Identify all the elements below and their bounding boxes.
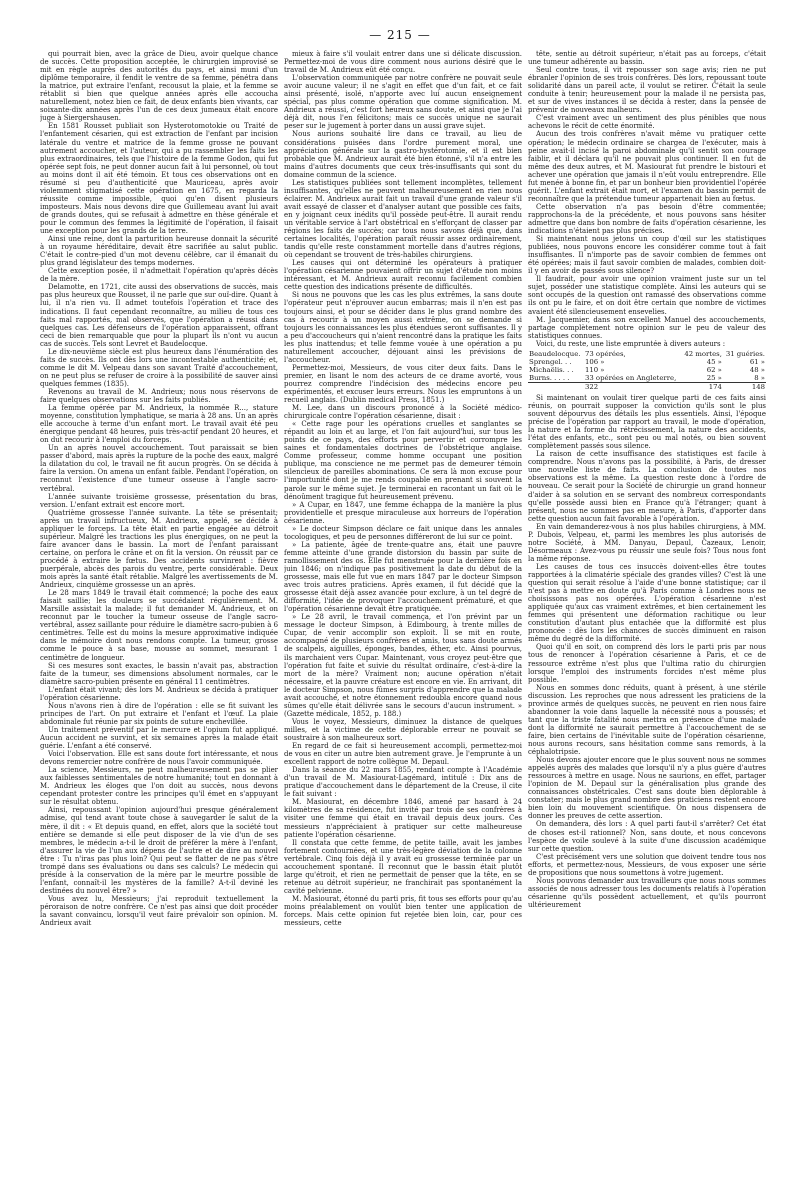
paragraph: » La patiente, âgée de trente-quatre ans, était une pauvre femme atteinte d'une grande distorsion du bassin par suite de ramollissement des os. Elle fut menstruée pour la dernière fois en juin 1846; on n'indique pas positivement la date du début de la grossesse, mais elle fut vue en mars 1847 par le docteur Simpson avec trois autres praticiens. Après examen, il fut décidé que la grossesse était déjà assez avancée pour exclure, à un tel degré de difformité, l'idée de provoquer l'accouchement prématuré, et que l'opération césarienne devait être pratiquée.	[284, 540, 522, 614]
paragraph: Si maintenant nous jetons un coup d'œil sur les statistiques publiées, nous pouvons encore les considérer comme tout à fait insuffisantes. Il n'importe pas de savoir combien de femmes ont été opérées; mais il faut savoir combien de malades, combien doit-il y en avoir de passés sous silence?	[528, 235, 766, 276]
paragraph: En regard de ce fait si heureusement accompli, permettez-moi de vous en citer un autre bien autrement grave. Je l'emprunte à un excellent rapport de notre collègue M. Depaul.	[284, 742, 522, 767]
table-cell: 73 opérées,	[584, 349, 626, 358]
table-cell: 110 »	[584, 365, 605, 374]
table-row	[528, 366, 766, 374]
paragraph: Nous devons ajouter encore que le plus souvent nous ne sommes appelés auprès des malades que lorsqu'il n'y a plus guère d'autres ressources à mettre en usage. Nous ne saurions, en effet, partager l'opinion de M. Depaul sur la généralisation plus grande des connaissances obstétricales. C'est sans doute bien déplorable à constater; mais le plus grand nombre des praticiens restent encore bien loin du mouvement scientifique. On nous dispensera de donner les preuves de cette assertion.	[528, 756, 766, 821]
paragraph: » Le 28 avril, le travail commença, et l'on prévint par un message le docteur Simpson, à Edimbourg, à trente milles de Cupar, de venir accomplir son exploit. Il se mit en route, accompagné de plusieurs confrères et amis, tous sans doute armés de scalpels, aiguilles, éponges, bandes, éther, etc. Ainsi pourvus, ils marchaient vers Cupar. Maintenant, vous croyez peut-être que l'opération fut faite et suivie du résultat ordinaire, c'est-à-dire la mort de la mère? Vraiment non; aucune opération n'était nécessaire, et la pauvre créature est encore en vie. En arrivant, dit le docteur Simpson, nous fûmes surpris d'apprendre que la malade avait accouché, et notre étonnement redoubla encore quand nous sûmes qu'elle était délivrée sans le secours d'aucun instrument. » (Gazette médicale, 1852, p. 188.)	[284, 613, 522, 718]
table-cell: Beaudelocque.	[529, 349, 581, 358]
table-total-row	[528, 382, 766, 391]
paragraph: M. Lee, dans un discours prononcé à la Société médico-chirurgicale contre l'opération césarienne, disait :	[284, 404, 522, 421]
table-cell: 48 »	[749, 365, 765, 374]
paragraph: Nous pouvons demander aux travailleurs que nous nous sommes associés de nous adresser tous les documents relatifs à l'opération césarienne qu'ils possèdent actuellement, et qu'ils pourront ultérieurement	[528, 876, 766, 909]
paragraph: Cette observation n'a pas besoin d'être commentée; rapprochons-la de la précédente, et nous pouvons sans hésiter admettre que dans bon nombre de faits d'opération césarienne, les indications n'étaient pas plus précises.	[528, 202, 766, 236]
paragraph: Voici l'observation. Elle est sans doute fort intéressante, et nous devons remercier notre confrère de nous l'avoir communiquée.	[40, 750, 278, 767]
paragraph: Quatrième grossesse l'année suivante. La tête se présentait; après un travail infructueux, M. Andrieux, appelé, se décide à appliquer le forceps. La tête était en partie engagée au détroit supérieur. Malgré les tractions les plus énergiques, on ne peut la faire avancer dans le bassin. La mort de l'enfant paraissant certaine, on perfora le crâne et on fit la version. On réussit par ce procédé à extraire le fœtus. Des accidents survinrent : fièvre puerpérale, abcès des parois du ventre, perte considérable. Deux mois après la santé était rétablie. Malgré les avertissements de M. Andrieux, cinquième grossesse un an après.	[40, 508, 278, 590]
table-cell: 62 »	[706, 365, 722, 374]
paragraph: Revenons au travail de M. Andrieux; nous nous réservons de faire quelques observations sur les faits publiés.	[40, 387, 278, 405]
paragraph: Un an après nouvel accouchement. Tout paraissait se bien passer d'abord, mais après la rupture de la poche des eaux, malgré la dilatation du col, le travail ne fit aucun progrès. On se décida à faire la version. On amena un enfant faible. Pendant l'opération, on reconnut l'existence d'une tumeur osseuse à l'angle sacro-vertébral.	[40, 444, 278, 493]
paragraph: mieux à faire s'il voulait entrer dans une si délicate discussion. Permettez-moi de vous dire comment nous aurions désiré que le travail de M. Andrieux eût été conçu.	[284, 50, 522, 75]
paragraph: Les causes de tous ces insuccès doivent-elles être toutes rapportées à la climatérie spéciale des grandes villes? C'est là une question qui serait résolue à l'aide d'une bonne statistique; car il n'est pas à mettre en doute qu'à Paris comme à Londres nous ne choisissons pas nos opérées. L'opération césarienne n'est appliquée qu'aux cas vraiment extrêmes, et bien certainement les femmes qui présentent une déformation rachitique ou leur constitution d'autant plus entachée que la difformité est plus prononcée : dès lors les chances de succès diminuent en raison même du degré de la difformité.	[528, 562, 766, 644]
paragraph: Nous en sommes donc réduits, quant à présent, à une stérile discussion. Les reproches que nous adressent les praticiens de la province armés de quelques succès, ne peuvent en rien nous faire abandonner la voie dans laquelle la nécessité nous a poussés; et tant que la triste fatalité nous mettra en présence d'une malade dont la difformité ne saurait permettre à l'accouchement de se faire, bien certains de l'inévitable suite de l'opération césarienne, nous aurons recours, sans hésitation comme sans remords, à la céphalotripsie.	[528, 683, 766, 757]
paragraph: Les statistiques publiées sont tellement incomplètes, tellement insuffisantes, qu'elles ne peuvent malheureusement en rien nous éclairer. M. Andrieux aurait fait un travail d'une grande valeur s'il avait essayé de classer et d'analyser autant que possible ces faits, en y joignant ceux inédits qu'il possède peut-être. Il aurait rendu un véritable service à l'art obstétrical en s'efforçant de classer par régions les faits de succès; car tous nous savons déjà que, dans certaines localités, l'opération paraît réussir assez ordinairement, tandis qu'elle reste constamment mortelle dans d'autres régions, où cependant se trouvent de très-habiles chirurgiens.	[284, 178, 522, 260]
paragraph: C'est précisément vers une solution que doivent tendre tous nos efforts, et permettez-nous, Messieurs, de vous exposer une série de propositions que nous soumettons à votre jugement.	[528, 852, 766, 877]
paragraph: Il constata que cette femme, de petite taille, avait les jambes fortement contournées, et une très-légère déviation de la colonne vertébrale. Cinq fois déjà il y avait eu grossesse terminée par un accouchement spontané. Il reconnut que le bassin était plutôt large qu'étroit, et rien ne permettait de penser que la tête, en se retenue au détroit supérieur, ne franchirait pas spontanément la cavité pelvienne.	[284, 838, 522, 895]
paragraph: Cette exception posée, il n'admettait l'opération qu'après décès de la mère.	[40, 267, 278, 284]
table-cell: Burns. . . . .	[529, 373, 570, 382]
paragraph: En 1581 Rousset publiait son Hysterotomotokie ou Traité de l'enfantement césarien, qui est extraction de l'enfant par incision latérale du ventre et matrice de la femme grosse ne pouvant autrement accoucher, et l'auteur, qui a pu rassembler les faits les plus extraordinaires, tels que l'histoire de la femme Godon, qui fut opérée sept fois, ne peut donner aucun fait à lui personnel, où tout au moins dont il ait été témoin. Et tous ces observations ont en résumé si peu d'authenticité que Mauriceau, après avoir violemment stigmatisé cette opération en 1675, en regarda la réussite comme impossible, quoi qu'en disent plusieurs imposteurs. Mais nous devons dire que Guillemeau avant lui avait de grands doutes, qui se refusait à admettre en thèse générale et pour le commun des femmes la légitimité de l'opération, il faisait une exception pour les grands de la terre.	[40, 122, 278, 236]
table-row	[528, 358, 766, 366]
paragraph: Ainsi, repoussant l'opinion aujourd'hui presque généralement admise, qui tend avant toute chose à sauvegarder le salut de la mère, il dit : « Et depuis quand, en effet, alors que la société tout entière se demande si elle peut disposer de la vie d'un de ses membres, le médecin a-t-il le droit de préférer la mère à l'enfant, d'assurer la vie de l'un aux dépens de l'autre et de dire au nouvel être : Tu n'iras pas plus loin? Qui peut se flatter de ne pas s'être trompé dans ses évaluations ou dans ses calculs? Le médecin qui préside à la conservation de la mère par le meurtre possible de l'enfant, connaît-il les mystères de la famille? A-t-il deviné les destinées du nouvel être? »	[40, 806, 278, 895]
paragraph: tête, sentie au détroit supérieur, n'était pas au forceps, c'était une tumeur adhérente au bassin.	[528, 50, 766, 67]
paragraph: Si nous ne pouvons que les cas les plus extrêmes, la sans doute l'opérateur peut n'éprouver aucun embarras; mais il n'en est pas toujours ainsi, et pour se décider dans le plus grand nombre des cas à recourir à un moyen aussi extrême, on se demande si toujours les connaissances les plus étendues seront suffisantes. Il y a peu d'accoucheurs qui n'aient rencontré dans la pratique les faits les plus inattendus; et telle femme vouée à une opération a pu naturellement accoucher, déjouant ainsi les prévisions de l'accoucheur.	[284, 291, 522, 364]
paragraph: En vain demanderez-vous à nos plus habiles chirurgiens, à MM. P. Dubois, Velpeau, et, parmi les membres les plus autorisés de notre Société, à MM. Danyau, Depaul, Cazeaux, Lenoir, Désormeaux : Avez-vous pu réussir une seule fois? Tous nous font la même réponse.	[528, 522, 766, 563]
table-cell: 33 opérées en Angleterre,	[584, 373, 677, 382]
text-columns	[40, 50, 766, 1165]
paragraph: Seul contre tous, il vit repousser son sage avis; rien ne put ébranler l'opinion de ses trois confrères. Dès lors, repoussant toute solidarité dans un pareil acte, il voulut se retirer. C'était la seule conduite à tenir; heureusement pour la malade il ne persista pas, et sur de vives instances il se décida à rester, dans la pensée de prévenir de nouveaux malheurs.	[528, 66, 766, 115]
table-cell: 45 »	[706, 357, 722, 366]
paragraph: Le dix-neuvième siècle est plus heureux dans l'énumération des faits de succès. Ils ont dès lors une incontestable authenticité; et, comme le dit M. Velpeau dans son savant Traité d'accouchement, on ne peut plus se refuser de croire à la possibilité de sauver ainsi quelques femmes (1835).	[40, 347, 278, 388]
page-number: — 215 —	[369, 28, 431, 42]
paragraph: L'enfant était vivant; dès lors M. Andrieux se décida à pratiquer l'opération césarienne.	[40, 685, 278, 702]
paragraph: qui pourrait bien, avec la grâce de Dieu, avoir quelque chance de succès. Cette proposition acceptée, le chirurgien improvisé se mit en règle auprès des autorités du pays, et ainsi muni d'un diplôme temporaire, il fendit le ventre de sa femme, pénétra dans la matrice, put extraire l'enfant, recousut la plaie, et la femme se rétablit si bien que quelque années après elle accoucha naturellement, notez bien ce fait, de deux enfants bien vivants, car soixante-dix années après l'un de ces deux jumeaux était encore juge à Siergershausen.	[40, 50, 278, 123]
paragraph: Delamotte, en 1721, cite aussi des observations de succès, mais pas plus heureux que Rousset, il ne parle que sur ouï-dire. Quant à lui, il n'a rien vu. Il admet toutefois l'opération et trace des indications. Il faut cependant reconnaître, au milieu de tous ces faits mal rapportés, mal observés, que l'opération a réussi dans quelques cas. Les défenseurs de l'opération apparaissent, offrant ceci de bien remarquable que pour la plupart ils n'ont vu aucun cas de succès. Tels sont Levret et Baudelocque.	[40, 283, 278, 348]
column-2	[284, 50, 522, 1165]
paragraph: Ainsi une reine, dont la parturition heureuse donnait la sécurité à un royaume héréditaire, devait être sacrifiée au salut public. C'était le contre-pied d'un mot devenu célèbre, car il émanait du plus grand législateur des temps modernes.	[40, 235, 278, 268]
paragraph: La femme opérée par M. Andrieux, la nommée R..., stature moyenne, constitution lymphatique, se maria à 28 ans. Un an après elle accouche à terme d'un enfant mort. Le travail avait été peu énergique pendant 48 heures, puis très-actif pendant 20 heures, et on dut recourir à l'emploi du forceps.	[40, 404, 278, 445]
paragraph: Les causes qui ont déterminé les opérateurs à pratiquer l'opération césarienne pouvaient offrir un sujet d'étude non moins intéressant, et M. Andrieux aurait reconnu facilement combien cette question des indications présente de difficultés.	[284, 259, 522, 292]
paragraph: M. Jacquemier, dans son excellent Manuel des accouchements, partage complètement notre opinion sur le peu de valeur des statistiques connues.	[528, 315, 766, 340]
paragraph: Permettez-moi, Messieurs, de vous citer deux faits. Dans le premier, en lisant le nom des acteurs de ce drame avorté, vous pourrez comprendre l'indécision des médecins encore peu expérimentés, et excuser leurs erreurs. Nous les empruntons à un recueil anglais. (Dublin medical Press, 1851.)	[284, 363, 522, 405]
paragraph: C'est vraiment avec un sentiment des plus pénibles que nous achevons le récit de cette énormité.	[528, 114, 766, 131]
paragraph: Dans la séance du 22 mars 1855, rendant compte à l'Académie d'un travail de M. Masiourat-Lagémard, intitulé : Dix ans de pratique d'accouchement dans le département de la Creuse, il cite le fait suivant :	[284, 766, 522, 799]
paragraph: Aucun des trois confrères n'avait même vu pratiquer cette opération; le médecin ordinaire se chargea de l'exécuter, mais à peine avait-il incisé la paroi abdominale qu'il sentit son courage faiblir, et il déclara qu'il ne pouvait plus continuer. Il en fut de même des deux autres, et M. Masiourat fut prendre le bistouri et achever une opération que jamais il n'eût voulu entreprendre. Elle fut menée à bonne fin, et par un bonheur bien providentiel l'opérée guérit. L'enfant extrait était mort, et l'examen du bassin permit de reconnaître que la prétendue tumeur appartenait bien au fœtus.	[528, 130, 766, 203]
table-row	[528, 350, 766, 358]
paragraph: « Cette rage pour les opérations cruelles et sanglantes se répandit au loin et au large, et l'on fait aujourd'hui, sur tous les points de ce pays, des efforts pour pervertir et corrompre les saines et fondamentales doctrines de l'obstétrique anglaise. Comme professeur, comme homme occupant une position publique, ma conscience ne me permet pas de demeurer témoin silencieux de pareilles abominations. Ce sera là mon excuse pour l'importunité dont je me rends coupable en prenant si souvent la parole sur le même sujet. Je terminerai en racontant un fait où le dénoûment tragique fut heureusement prévenu.	[284, 420, 522, 501]
paragraph: » A Cupar, en 1847, une femme échappa de la manière la plus providentielle et presque miraculeuse aux horreurs de l'opération césarienne.	[284, 500, 522, 525]
paragraph: L'observation communiquée par notre confrère ne pouvait seule avoir aucune valeur; il ne s'agit en effet que d'un fait, et ce fait ainsi présenté, isolé, n'apporte avec lui aucun enseignement spécial, pas plus comme opération que comme signification. M. Andrieux a réussi, c'est fort heureux sans doute, et ainsi que je l'ai déjà dit, nous l'en félicitons; mais ce succès unique ne saurait peser sur le jugement à porter dans un aussi grave sujet.	[284, 74, 522, 131]
table-cell: 174	[682, 382, 723, 391]
paragraph: La raison de cette insuffisance des statistiques est facile à comprendre. Nous n'avons pas la possibilité, à Paris, de dresser une nouvelle liste de faits. La conclusion de toutes nos observations est la même. La question reste donc à l'ordre de nouveau. Ce serait pour la Société de chirurgie un grand honneur d'aider à sa solution en se servant des nombreux correspondants qu'elle possède aussi bien en France qu'à l'étranger; quant à présent, nous ne sommes pas en mesure, à Paris, d'apporter dans cette question aucun fait favorable à l'opération.	[528, 450, 766, 523]
paragraph: Vous le voyez, Messieurs, diminuez la distance de quelques milles, et la victime de cette déplorable erreur ne pouvait se soustraire à son malheureux sort.	[284, 717, 522, 742]
paragraph: M. Masiourat, étonné du parti pris, fit tous ses efforts pour qu'au moins préalablement on voulût bien tenter une application de forceps. Mais cette opinion fut rejetée bien loin, car, pour ces messieurs, cette	[284, 894, 522, 928]
table-cell: 106 »	[584, 357, 605, 366]
table-cell: 42 mortes,	[684, 349, 722, 358]
paragraph: Le 28 mars 1849 le travail était commencé; la poche des eaux faisait saillie; les douleurs se succédaient régulièrement. M. Marsille assistait la malade; il fut demander M. Andrieux, et on reconnut par le toucher la tumeur osseuse de l'angle sacro-vertébral, assez saillante pour réduire le diamètre sacro-pubien à 6 centimètres. Telle est du moins la mesure approximative indiquée dans le mémoire dont nous rendons compte. La tumeur, grosse comme le pouce à sa base, mousse au sommet, mesurant 1 centimètre de longueur.	[40, 589, 278, 662]
paragraph: Si ces mesures sont exactes, le bassin n'avait pas, abstraction faite de la tumeur, ses dimensions absolument normales, car le diamètre sacro-pubien présente en général 11 centimètres.	[40, 661, 278, 686]
table-cell: 25 »	[706, 373, 722, 382]
paragraph: » Le docteur Simpson déclare ce fait unique dans les annales tocologiques, et peu de personnes différeront de lui sur ce point.	[284, 524, 522, 541]
table-cell: Michaëlis. . .	[529, 365, 574, 374]
table-row	[528, 374, 766, 383]
table-cell: 148	[723, 382, 766, 391]
paragraph: Un traitement préventif par le mercure et l'opium fut appliqué. Aucun accident ne survint, et six semaines après la malade était guérie. L'enfant a été conservé.	[40, 725, 278, 751]
column-3	[528, 50, 766, 1165]
table-cell: 8 »	[754, 373, 765, 382]
table-cell: Sprengel. . .	[529, 357, 572, 366]
paragraph: Si maintenant on voulait tirer quelque parti de ces faits ainsi réunis, on pourrait supposer la conviction qu'ils sont le plus souvent dépourvus des détails les plus essentiels. Ainsi, l'époque précise de l'opération par rapport au travail, le mode d'opération, la nature et la forme du rétrécissement, la nature des accidents, l'état des enfants, etc., sont peu ou mal notés, ou bien souvent complètement passés sous silence.	[528, 393, 766, 451]
paragraph: Vous avez lu, Messieurs; j'ai reproduit textuellement la péroraison de notre confrère. Ce n'est pas ainsi que doit procéder la savant convaincu, lorsqu'il veut faire prévaloir son opinion. M. Andrieux avait	[40, 894, 278, 928]
table-cell	[528, 382, 584, 391]
paragraph: Il faudrait, pour avoir une opinion vraiment juste sur un tel sujet, posséder une statistique complète. Ainsi les auteurs qui se sont occupés de la question ont ramassé des observations comme ils ont pu le faire, et on doit être certain que nombre de victimes avaient été silencieusement ensevelies.	[528, 275, 766, 316]
column-1	[40, 50, 278, 1165]
paragraph: Nous aurions souhaité lire dans ce travail, au lieu de considérations puisées dans l'ordre purement moral, une appréciation générale sur la gastro-hystérotomie, et il est bien probable que M. Andrieux aurait été bien étonné, s'il n'a entre les mains d'autres documents que ceux très-insuffisants qui sont du domaine commun de la science.	[284, 130, 522, 179]
paragraph: Voici, du reste, une liste empruntée à divers auteurs :	[536, 339, 726, 348]
statistics-table	[528, 350, 766, 391]
table-cell: 322	[584, 382, 682, 391]
table-cell: 31 guéries.	[725, 349, 765, 358]
table-cell: 61 »	[749, 357, 765, 366]
paragraph: L'année suivante troisième grossesse, présentation du bras, version. L'enfant extrait est encore mort.	[40, 492, 278, 509]
paragraph: Quoi qu'il en soit, on comprend dès lors le parti pris par nous tous de renoncer à l'opération césarienne à Paris, et ce de ressource extrême n'est plus que l'ultima ratio du chirurgien lorsque l'emploi des instruments forcides n'est même plus possible.	[528, 643, 766, 684]
paragraph: M. Masiourat, en décembre 1846, amené par hasard à 24 kilomètres de sa résidence, fut invité par trois de ses confrères à visiter une femme qui était en travail depuis deux jours. Ces messieurs n'appréciaient à pratiquer sur cette malheureuse patiente l'opération césarienne.	[284, 798, 522, 839]
paragraph: On demandera, dès lors : A quel parti faut-il s'arrêter? Cet état de choses est-il rationnel? Non, sans doute, et nous concevons l'espèce de voile soulevé à la suite d'une discussion académique sur cette question.	[528, 820, 766, 853]
paragraph: La science, Messieurs, ne peut malheureusement pas se plier aux faiblesses sentimentales de notre humanité; tout en donnant à M. Andrieux les éloges que l'on doit au succès, nous devons cependant protester contre les principes qu'il émet en s'appuyant sur le résultat obtenu.	[40, 766, 278, 807]
paragraph: Nous n'avons rien à dire de l'opération : elle se fit suivant les principes de l'art. On put extraire et l'enfant et l'œuf. La plaie abdominale fut réunie par six points de suture enchevillée.	[40, 701, 278, 726]
